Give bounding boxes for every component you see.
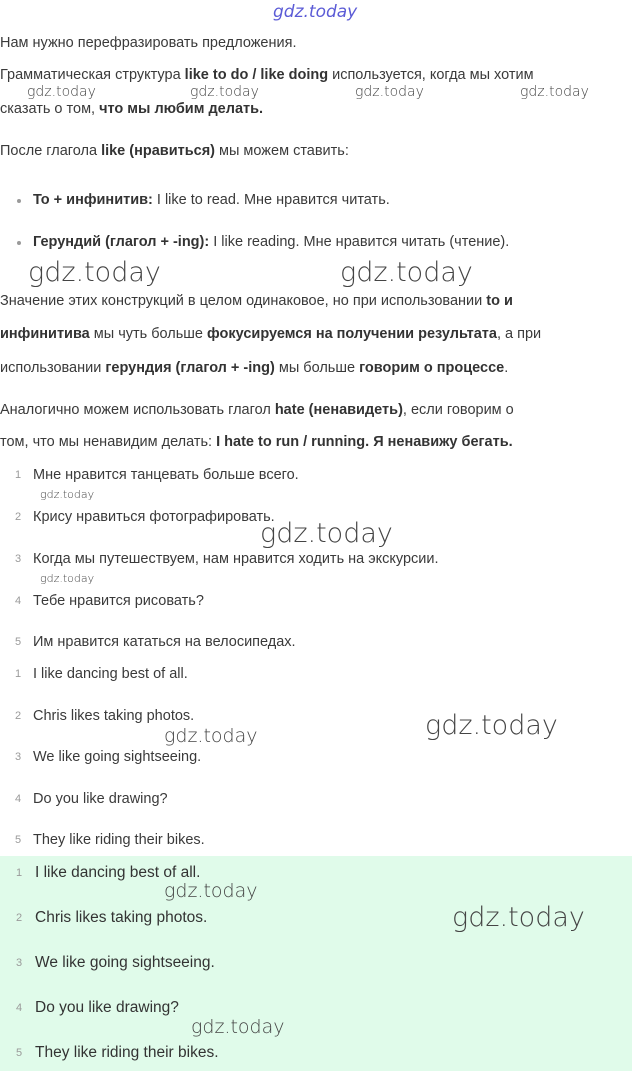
- watermark: gdz.today: [425, 710, 558, 741]
- answer-number: 1: [16, 867, 23, 879]
- paragraph-meaning: [0, 293, 513, 309]
- list-number: 1: [15, 668, 22, 680]
- bullet-dot: [17, 241, 21, 245]
- p3-bold-3: фокусируемся на получении результата: [207, 326, 497, 342]
- answer-item: I like dancing best of all.: [35, 864, 201, 881]
- watermark: gdz.today: [164, 880, 258, 902]
- answer-number: 4: [16, 1002, 23, 1014]
- watermark: gdz.today: [520, 84, 589, 100]
- p4-text-2: , если говорим о: [402, 402, 514, 418]
- list-item: Крису нравиться фотографировать.: [33, 509, 275, 525]
- list-item: We like going sightseeing.: [33, 749, 202, 765]
- paragraph-after-like: [0, 143, 349, 159]
- paragraph-hate-line2: [0, 434, 513, 450]
- watermark: gdz.today: [355, 84, 424, 100]
- p4-bold-2: I hate to run / running. Я ненавижу бегать.: [216, 434, 513, 450]
- watermark: gdz.today: [40, 572, 95, 585]
- p4-text-3: том, что мы ненавидим делать:: [0, 434, 217, 450]
- watermark: gdz.today: [27, 84, 96, 100]
- list-number: 3: [15, 751, 22, 763]
- bullet-item-gerund: [33, 234, 509, 250]
- paragraph-hate: [0, 402, 514, 418]
- p3-text-3: , а при: [496, 326, 542, 342]
- bullet-text: I like to read. Мне нравится читать.: [152, 192, 390, 208]
- p1-bold: like to do / like doing: [184, 67, 329, 83]
- list-number: 2: [15, 710, 22, 722]
- paragraph-structure-line2: [0, 101, 263, 117]
- list-item: Мне нравится танцевать больше всего.: [33, 467, 299, 483]
- list-item: Chris likes taking photos.: [33, 708, 195, 724]
- p3-bold-2: инфинитива: [0, 326, 90, 342]
- p3-text-5: мы больше: [274, 360, 360, 376]
- intro-text: Нам нужно перефразировать предложения.: [0, 35, 297, 51]
- list-item: They like riding their bikes.: [33, 832, 205, 848]
- watermark: gdz.today: [190, 84, 259, 100]
- list-number: 4: [15, 595, 22, 607]
- list-item: Когда мы путешествуем, нам нравится ходить на экскурсии.: [33, 551, 439, 567]
- p3-bold-4: герундия (глагол + -ing): [105, 360, 275, 376]
- p3-bold-5: говорим о процессе: [359, 360, 505, 376]
- list-item: Тебе нравится рисовать?: [33, 593, 204, 609]
- list-number: 4: [15, 793, 22, 805]
- watermark: gdz.today: [340, 257, 473, 288]
- p2-text-2: мы можем ставить:: [214, 143, 349, 159]
- p4-bold: hate (ненавидеть): [274, 402, 403, 418]
- list-number: 5: [15, 834, 22, 846]
- answer-item: They like riding their bikes.: [35, 1044, 219, 1061]
- list-number: 2: [15, 511, 22, 523]
- p1-bold-2: что мы любим делать.: [99, 101, 264, 117]
- answer-number: 3: [16, 957, 23, 969]
- watermark: gdz.today: [260, 518, 393, 549]
- list-number: 1: [15, 469, 22, 481]
- bullet-item-infinitive: [33, 192, 390, 208]
- bullet-label: To + инфинитив:: [33, 192, 153, 208]
- bullet-text: I like reading. Мне нравится читать (чтение).: [209, 234, 510, 250]
- answer-box: [0, 856, 632, 1071]
- answer-item: We like going sightseeing.: [35, 954, 215, 971]
- p2-text: После глагола: [0, 143, 102, 159]
- list-item: Do you like drawing?: [33, 791, 168, 807]
- p2-bold: like (нравиться): [101, 143, 215, 159]
- site-logo[interactable]: gdz.today: [273, 2, 358, 22]
- p4-text: Аналогично можем использовать глагол: [0, 402, 275, 418]
- p3-text-6: .: [504, 360, 509, 376]
- bullet-dot: [17, 199, 21, 203]
- watermark: gdz.today: [191, 1016, 285, 1038]
- paragraph-meaning-line3: [0, 360, 508, 376]
- answer-number: 2: [16, 912, 23, 924]
- p1-text: Грамматическая структура: [0, 67, 185, 83]
- p1-text-2: используется, когда мы хотим: [328, 67, 534, 83]
- p3-bold: to и: [486, 293, 513, 309]
- list-item: I like dancing best of all.: [33, 666, 188, 682]
- watermark: gdz.today: [28, 257, 161, 288]
- paragraph-structure: [0, 67, 534, 83]
- list-number: 3: [15, 553, 22, 565]
- list-item: Им нравится кататься на велосипедах.: [33, 634, 296, 650]
- p3-text: Значение этих конструкций в целом одинаковое, но при использовании: [0, 293, 487, 309]
- answer-item: Chris likes taking photos.: [35, 909, 208, 926]
- p1-text-3: сказать о том,: [0, 101, 100, 117]
- p3-text-2: мы чуть больше: [89, 326, 208, 342]
- paragraph-meaning-line2: [0, 326, 541, 342]
- watermark: gdz.today: [164, 725, 258, 747]
- watermark: gdz.today: [452, 902, 585, 933]
- bullet-label: Герундий (глагол + -ing):: [33, 234, 210, 250]
- watermark: gdz.today: [40, 488, 95, 501]
- p3-text-4: использовании: [0, 360, 106, 376]
- answer-item: Do you like drawing?: [35, 999, 179, 1016]
- answer-number: 5: [16, 1047, 23, 1059]
- list-number: 5: [15, 636, 22, 648]
